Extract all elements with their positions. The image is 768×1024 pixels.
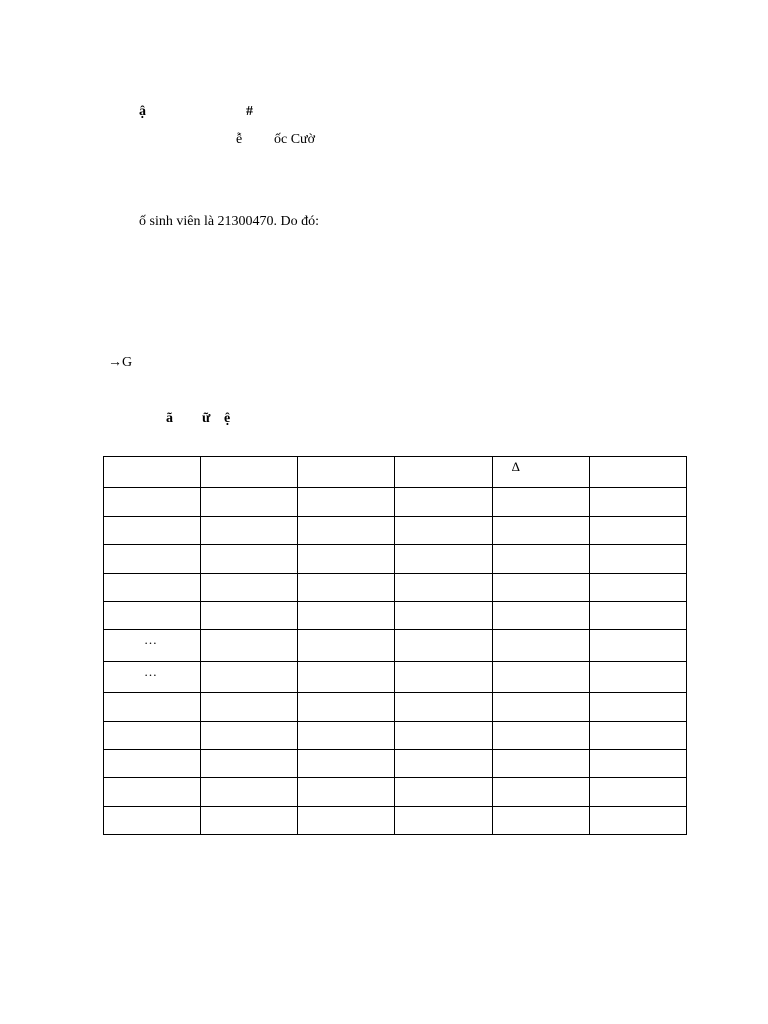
table-cell [201,806,298,834]
table-cell [298,573,395,601]
table-row [104,721,687,749]
table-cell [104,516,201,544]
table-cell [395,601,492,629]
table-cell [589,601,686,629]
heading-fragment-a: ã [166,411,173,426]
table-row [104,778,687,806]
table-cell [201,488,298,516]
table-cell [395,721,492,749]
table-cell [589,573,686,601]
table-cell [201,630,298,661]
table-cell [298,721,395,749]
table-cell [201,601,298,629]
table-cell [298,749,395,777]
table-cell [201,721,298,749]
table-cell [104,693,201,721]
table-cell [104,488,201,516]
table-cell [298,516,395,544]
table-cell [201,661,298,692]
table-cell [104,749,201,777]
table-cell [395,661,492,692]
table-cell [395,693,492,721]
table-cell [589,749,686,777]
table-cell [589,806,686,834]
table-cell [104,806,201,834]
table-cell [589,488,686,516]
table-cell [201,573,298,601]
table-cell [395,545,492,573]
table-cell [589,721,686,749]
table-row [104,516,687,544]
table-cell [492,488,589,516]
table-cell [298,778,395,806]
heading-fragment-c: ệ [224,411,231,426]
table-cell [395,457,492,488]
table-cell [395,749,492,777]
table-cell [104,573,201,601]
heading-fragment-b: ữ [202,411,211,426]
table-row [104,693,687,721]
text-fragment-1a: ậ [139,104,146,119]
table-cell-ellipsis: … [104,661,201,692]
table-cell [201,693,298,721]
table-cell [492,693,589,721]
table-cell [589,457,686,488]
table-cell [201,457,298,488]
table-cell [298,457,395,488]
table-cell [395,630,492,661]
table-cell [104,545,201,573]
table-cell [492,545,589,573]
table-cell [395,488,492,516]
table-cell [104,601,201,629]
table-cell [492,749,589,777]
table-cell [589,693,686,721]
table-cell [589,516,686,544]
table-cell [492,661,589,692]
table-cell [492,573,589,601]
table-cell [395,516,492,544]
table-cell [298,488,395,516]
text-fragment-2b: ốc Cườ [274,132,316,147]
table-row [104,488,687,516]
table-cell [298,693,395,721]
table-cell [104,721,201,749]
table-cell-ellipsis: … [104,630,201,661]
data-table [103,456,687,835]
table-row [104,545,687,573]
table-cell [492,601,589,629]
table-cell [201,778,298,806]
table-cell [589,545,686,573]
table-cell [395,778,492,806]
table-cell [298,806,395,834]
table-cell [492,516,589,544]
table-cell [589,630,686,661]
table-cell [104,778,201,806]
table-cell [201,749,298,777]
table-row [104,806,687,834]
table-cell [492,778,589,806]
table-cell [298,545,395,573]
table-cell [492,806,589,834]
table-cell-delta: Δ [492,457,589,488]
table-row [104,457,687,488]
table-cell [589,661,686,692]
arrow-g-text: →G [108,355,133,370]
table-cell [298,630,395,661]
table-cell [492,630,589,661]
table-cell [298,661,395,692]
table-row [104,630,687,661]
table-row [104,661,687,692]
student-id-line: ố sinh viên là 21300470. Do đó: [139,214,320,229]
table-cell [395,806,492,834]
table-cell [492,721,589,749]
text-fragment-2a: ễ [236,132,243,147]
table-row [104,749,687,777]
text-fragment-1b: # [246,104,253,119]
table-cell [298,601,395,629]
table-row [104,573,687,601]
table-cell [201,545,298,573]
table-cell [395,573,492,601]
table-row [104,601,687,629]
table-cell [589,778,686,806]
table-cell [104,457,201,488]
table-cell [201,516,298,544]
